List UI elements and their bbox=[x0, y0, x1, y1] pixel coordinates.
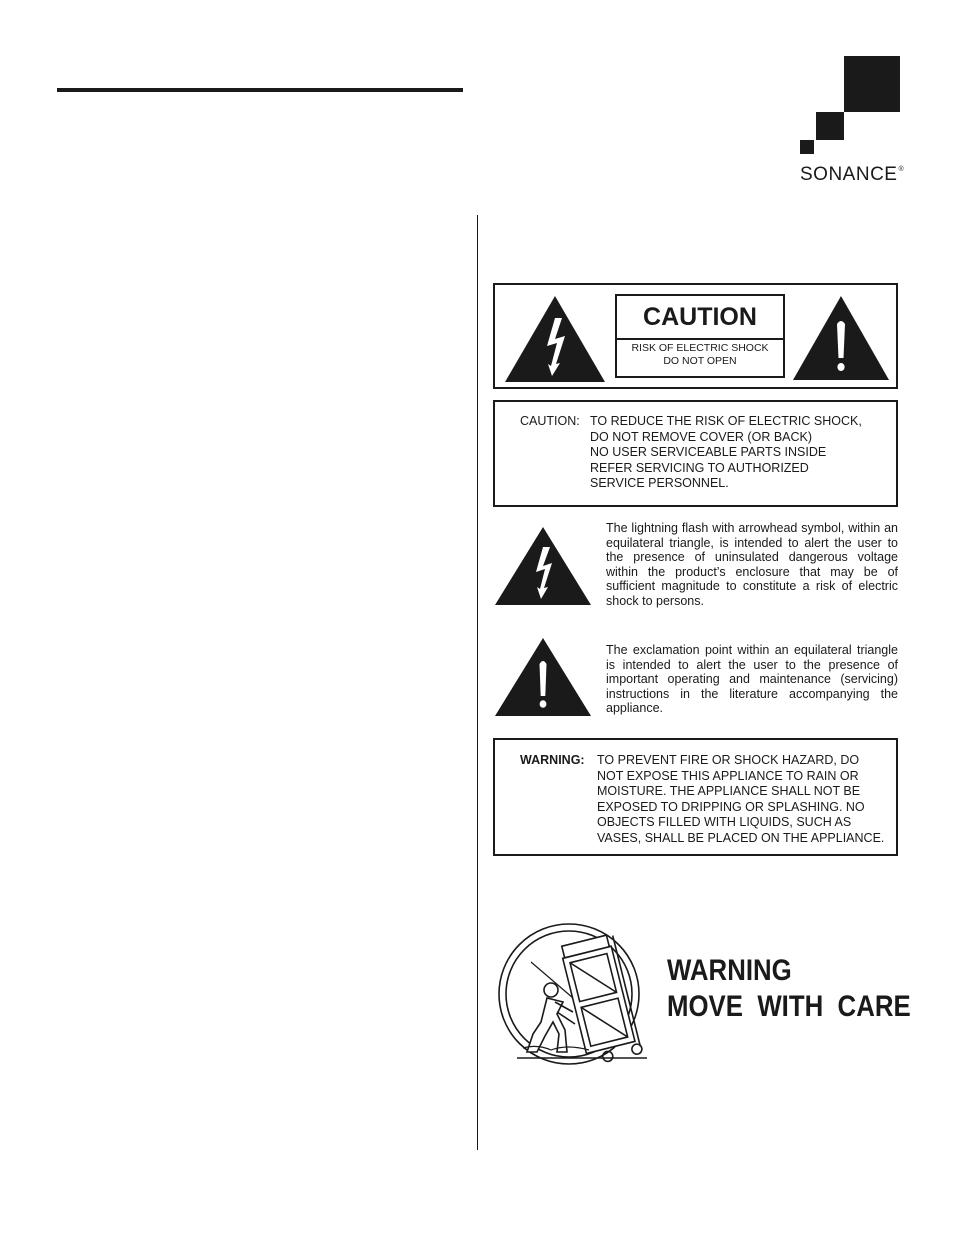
move-with-care-warning: WARNING MOVE WITH CARE bbox=[667, 954, 911, 1023]
caution-sign bbox=[615, 294, 785, 378]
warning-notice bbox=[493, 738, 898, 856]
lightning-triangle-icon bbox=[493, 525, 593, 607]
cart-tip-over-icon bbox=[497, 916, 651, 1070]
caution-label-box bbox=[493, 283, 898, 389]
caution-title: CAUTION bbox=[617, 296, 783, 340]
caution-notice-text: TO REDUCE THE RISK OF ELECTRIC SHOCK, DO NOT REMOVE COVER (OR BACK) NO USER SERVICEABLE PARTS INSIDE REFER SERVICING TO AUTHORIZED SERVICE PERSONNEL. bbox=[590, 414, 862, 490]
lightning-triangle-icon bbox=[503, 294, 607, 384]
logo-square-small bbox=[800, 140, 814, 154]
caution-subtitle: RISK OF ELECTRIC SHOCK DO NOT OPEN bbox=[631, 342, 769, 367]
exclamation-triangle-icon bbox=[493, 636, 593, 718]
logo-square-large bbox=[844, 56, 900, 112]
column-divider bbox=[477, 215, 478, 1150]
warning-notice-label: WARNING: bbox=[520, 753, 585, 767]
caution-notice-label: CAUTION: bbox=[520, 414, 580, 428]
caution-notice bbox=[493, 400, 898, 507]
exclamation-symbol-text: The exclamation point within an equilateral triangle is intended to alert the user to the presence of important operating and maintenance (servicing) instructions in the literature accompanying the appliance. bbox=[606, 643, 898, 715]
sonance-logo bbox=[800, 56, 912, 188]
exclamation-triangle-icon bbox=[791, 294, 891, 382]
header-rule bbox=[57, 88, 463, 92]
lightning-symbol-text: The lightning flash with arrowhead symbol, within an equilateral triangle, is intended to alert the user to the presence of uninsulated dangerous voltage within the product’s enclosure that may be of sufficient magnitude to constitute a risk of electric shock to persons. bbox=[606, 521, 898, 608]
logo-square-medium bbox=[816, 112, 844, 140]
registered-mark: ® bbox=[898, 166, 905, 173]
logo-wordmark: SONANCE® bbox=[800, 164, 905, 185]
exclamation-symbol-explanation bbox=[493, 643, 898, 723]
warning-notice-text: TO PREVENT FIRE OR SHOCK HAZARD, DO NOT EXPOSE THIS APPLIANCE TO RAIN OR MOISTURE. THE APPLIANCE SHALL NOT BE EXPOSED TO DRIPPING OR SPLASHING. NO OBJECTS FILLED WITH LIQUIDS, SUCH AS VASES, SHALL BE PLACED ON THE APPLIANCE. bbox=[597, 753, 885, 845]
lightning-symbol-explanation bbox=[493, 521, 898, 611]
